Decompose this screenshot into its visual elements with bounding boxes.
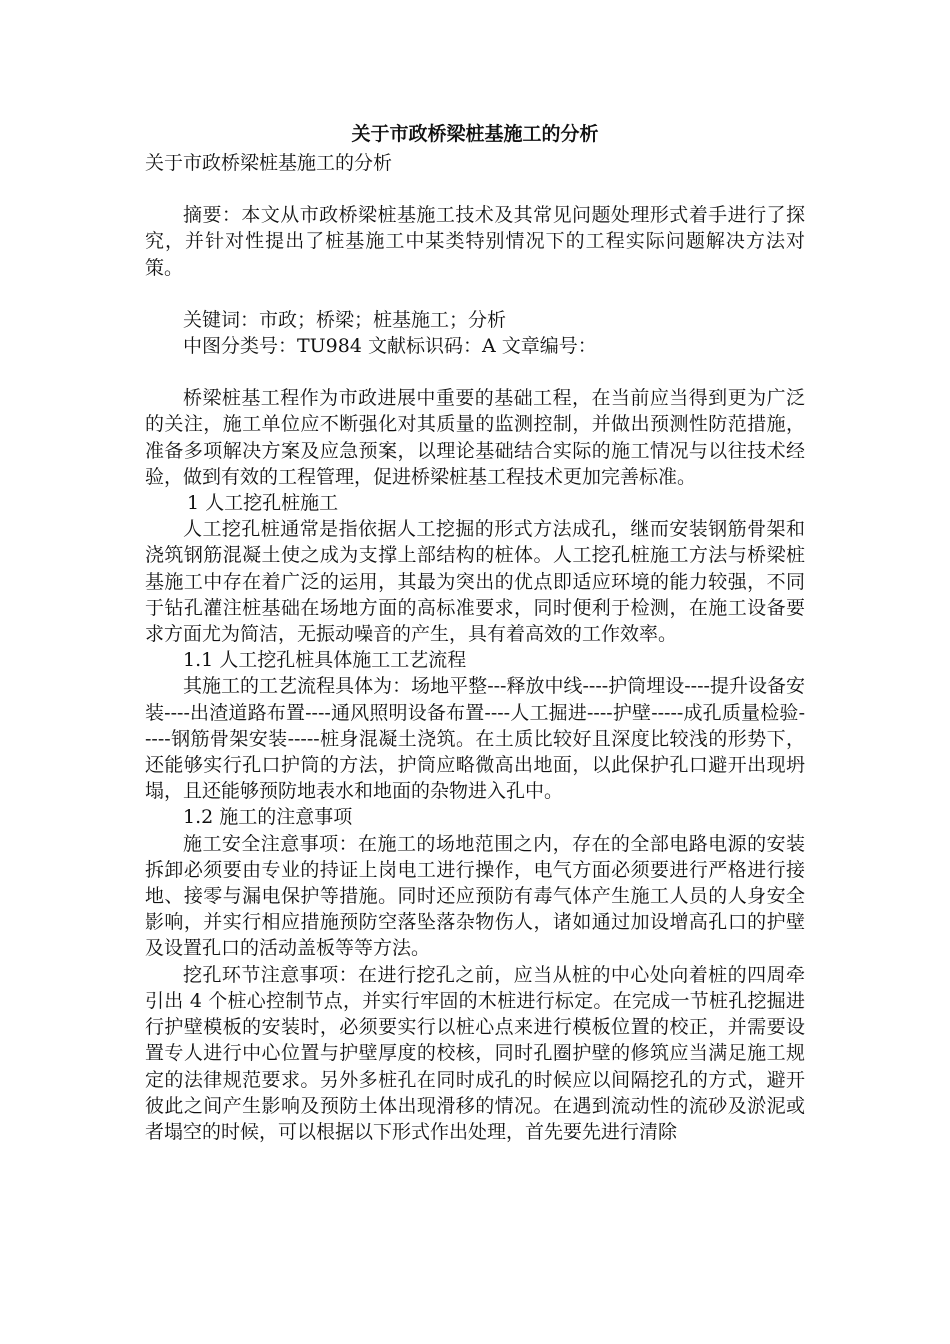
spacer xyxy=(145,281,805,307)
keywords-line: 关键词：市政；桥梁；桩基施工；分析 xyxy=(183,308,507,331)
document-page xyxy=(145,120,805,1145)
section-1-1-paragraph: 其施工的工艺流程具体为：场地平整---释放中线----护筒埋设----提升设备安装----出渣道路布置----通风照明设备布置----人工掘进----护壁-----成孔质量检验-----钢筋骨架安装-----桩身混凝土浇筑。在土质比较好且深度比较浅的形势下，还能够实行孔口护筒的方法，护筒应略微高出地面，以此保护孔口避开出现坍塌，且还能够预防地表水和地面的杂物进入孔中。 xyxy=(145,675,805,803)
abstract-paragraph: 摘要：本文从市政桥梁桩基施工技术及其常见问题处理形式着手进行了探究，并针对性提出了桩基施工中某类特别情况下的工程实际问题解决方法对策。 xyxy=(145,204,805,279)
intro-paragraph: 桥梁桩基工程作为市政进展中重要的基础工程，在当前应当得到更为广泛的关注，施工单位应不断强化对其质量的监测控制，并做出预测性防范措施，准备多项解决方案及应急预案，以理论基础结合实际的施工情况与以往技术经验，做到有效的工程管理，促进桥梁桩基工程技术更加完善标准。 xyxy=(145,387,805,488)
safety-notes-paragraph: 施工安全注意事项：在施工的场地范围之内，存在的全部电路电源的安装拆卸必须要由专业的持证上岗电工进行操作，电气方面必须要进行严格进行接地、接零与漏电保护等措施。同时还应预防有毒气体产生施工人员的人身安全影响，并实行相应措施预防空落坠落杂物伤人，诸如通过加设增高孔口的护壁及设置孔口的活动盖板等等方法。 xyxy=(145,832,805,960)
document-title: 关于市政桥梁桩基施工的分析 xyxy=(351,123,599,145)
classification-line: 中图分类号：TU984 文献标识码：A 文章编号： xyxy=(183,335,597,358)
spacer xyxy=(145,176,805,202)
excavation-notes-paragraph: 挖孔环节注意事项：在进行挖孔之前，应当从桩的中心处向着桩的四周牵引出 4 个桩心控制节点，并实行牢固的木桩进行标定。在完成一节桩孔挖掘进行护壁模板的安装时，必须要实行以桩心点来进行模板位置的校正，并需要设置专人进行中心位置与护壁厚度的校核，同时孔圈护壁的修筑应当满足施工规定的法律规范要求。另外多桩孔在同时成孔的时候应以间隔挖孔的方式，避开彼此之间产生影响及预防土体出现滑移的情况。在遇到流动性的流砂及淤泥或者塌空的时候，可以根据以下形式作出处理，首先要先进行清除 xyxy=(145,963,805,1143)
section-1-paragraph: 人工挖孔桩通常是指依据人工挖掘的形式方法成孔，继而安装钢筋骨架和浇筑钢筋混凝土使之成为支撑上部结构的桩体。人工挖孔桩施工方法与桥梁桩基施工中存在着广泛的运用，其最为突出的优点即适应环境的能力较强，不同于钻孔灌注桩基础在场地方面的高标准要求，同时便利于检测，在施工设备要求方面尤为简洁，无振动噪音的产生，具有着高效的工作效率。 xyxy=(145,518,805,646)
section-heading-1-2: 1.2 施工的注意事项 xyxy=(183,806,353,829)
spacer xyxy=(145,359,805,385)
section-heading-1-1: 1.1 人工挖孔桩具体施工工艺流程 xyxy=(183,649,467,672)
document-subtitle: 关于市政桥梁桩基施工的分析 xyxy=(145,152,393,174)
section-heading-1: 1 人工挖孔桩施工 xyxy=(187,492,339,515)
